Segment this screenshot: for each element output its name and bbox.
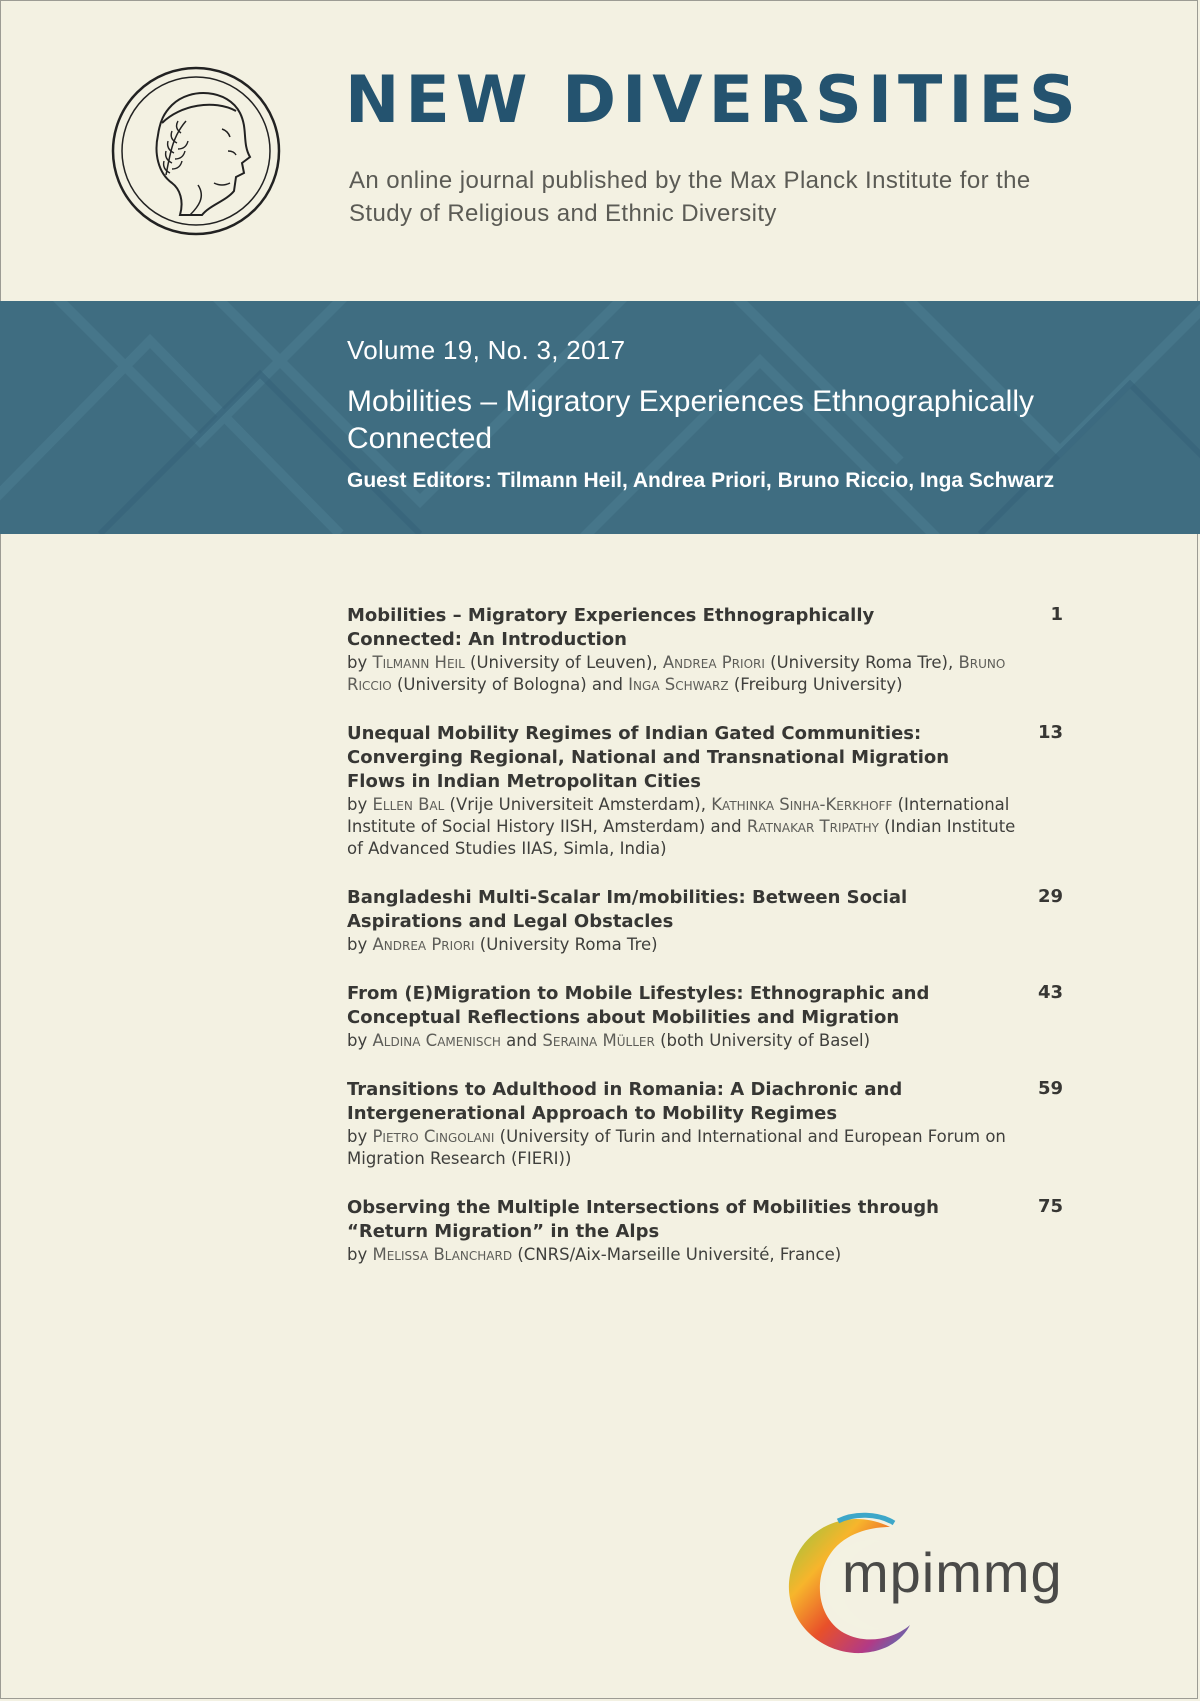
toc-entry-authors bbox=[347, 1126, 1027, 1170]
issue-banner bbox=[0, 301, 1200, 534]
author-affiliation: (Vrije Universiteit Amsterdam), bbox=[444, 795, 712, 814]
journal-subtitle: An online journal published by the Max Planck Institute for the Study of Religious and Ethnic Diversity bbox=[349, 167, 1031, 227]
author-affiliation: by bbox=[347, 1031, 373, 1050]
author-affiliation: by bbox=[347, 795, 373, 814]
author-affiliation: (Indian Institute of Advanced Studies IIAS, Simla, India) bbox=[347, 817, 1016, 858]
author-name: Inga Schwarz bbox=[628, 675, 729, 694]
toc-entry bbox=[347, 1196, 1063, 1266]
author-name: Kathinka Sinha-Kerkhoff bbox=[711, 795, 893, 814]
toc-entry-page: 75 bbox=[1037, 1196, 1063, 1217]
author-affiliation: (Freiburg University) bbox=[728, 675, 903, 694]
author-name: Tilmann Heil bbox=[372, 653, 465, 672]
toc-entry-title[interactable]: Observing the Multiple Intersections of Mobilities through “Return Migration” in the Alps bbox=[347, 1197, 939, 1242]
journal-title: NEW DIVERSITIES bbox=[345, 63, 1082, 138]
toc-entry-title[interactable]: Mobilities – Migratory Experiences Ethnographically Connected: An Introduction bbox=[347, 605, 875, 650]
toc-entry-page: 1 bbox=[1050, 604, 1063, 625]
author-affiliation: and bbox=[500, 1031, 543, 1050]
author-name: Pietro Cingolani bbox=[372, 1127, 495, 1146]
author-affiliation: by bbox=[347, 653, 373, 672]
toc-entry-page: 43 bbox=[1037, 982, 1063, 1003]
toc-entry bbox=[347, 982, 1063, 1052]
author-name: Seraina Müller bbox=[542, 1031, 655, 1050]
toc-entry-page: 29 bbox=[1037, 886, 1063, 907]
toc-entry-authors bbox=[347, 1030, 1027, 1052]
toc-entry bbox=[347, 886, 1063, 956]
author-name: Ratnakar Tripathy bbox=[746, 817, 879, 836]
toc-entry-authors bbox=[347, 1244, 1027, 1266]
author-affiliation: (University Roma Tre) bbox=[474, 935, 658, 954]
toc-entry-authors bbox=[347, 934, 1027, 956]
author-affiliation: (University of Turin and International and European Forum on Migration Research (FIERI)) bbox=[347, 1127, 1006, 1168]
author-affiliation: (University Roma Tre), bbox=[764, 653, 959, 672]
minerva-seal-icon bbox=[110, 65, 282, 237]
author-name: Andrea Priori bbox=[662, 653, 765, 672]
toc-entry-title[interactable]: Transitions to Adulthood in Romania: A Diachronic and Intergenerational Approach to Mobility Regimes bbox=[347, 1079, 903, 1124]
author-affiliation: (University of Leuven), bbox=[464, 653, 663, 672]
toc-entry-title[interactable]: Bangladeshi Multi-Scalar Im/mobilities: Between Social Aspirations and Legal Obstacles bbox=[347, 887, 908, 932]
guest-editors: Guest Editors: Tilmann Heil, Andrea Priori, Bruno Riccio, Inga Schwarz bbox=[347, 469, 1055, 492]
author-affiliation: (CNRS/Aix-Marseille Université, France) bbox=[512, 1245, 842, 1264]
toc-entry-title[interactable]: From (E)Migration to Mobile Lifestyles: Ethnographic and Conceptual Reflections about Mobilities and Migration bbox=[347, 983, 930, 1028]
logo-text: mpimmg bbox=[842, 1541, 1063, 1604]
author-affiliation: (University of Bologna) and bbox=[391, 675, 629, 694]
author-affiliation: by bbox=[347, 935, 373, 954]
author-affiliation: (International Institute of Social History IISH, Amsterdam) and bbox=[347, 795, 1010, 836]
author-name: Melissa Blanchard bbox=[372, 1245, 513, 1264]
author-name: Ellen Bal bbox=[372, 795, 445, 814]
author-affiliation: by bbox=[347, 1245, 373, 1264]
toc-entry-title[interactable]: Unequal Mobility Regimes of Indian Gated Communities: Converging Regional, National and Transnational Migration Flows in Indian Metropolitan Cities bbox=[347, 723, 950, 792]
toc-entry-page: 13 bbox=[1037, 722, 1063, 743]
author-affiliation: (both University of Basel) bbox=[654, 1031, 871, 1050]
author-name: Bruno Riccio bbox=[347, 653, 1006, 694]
author-name: Aldina Camenisch bbox=[372, 1031, 501, 1050]
toc-entry bbox=[347, 604, 1063, 696]
issue-title: Mobilities – Migratory Experiences Ethnographically Connected bbox=[347, 385, 1034, 455]
toc-entry-page: 59 bbox=[1037, 1078, 1063, 1099]
toc-entry bbox=[347, 722, 1063, 860]
toc-entry-authors bbox=[347, 794, 1027, 860]
author-name: Andrea Priori bbox=[372, 935, 475, 954]
volume-line: Volume 19, No. 3, 2017 bbox=[347, 335, 626, 365]
author-affiliation: by bbox=[347, 1127, 373, 1146]
toc-entry-authors bbox=[347, 652, 1027, 696]
toc-entry bbox=[347, 1078, 1063, 1170]
table-of-contents bbox=[347, 604, 1063, 1292]
